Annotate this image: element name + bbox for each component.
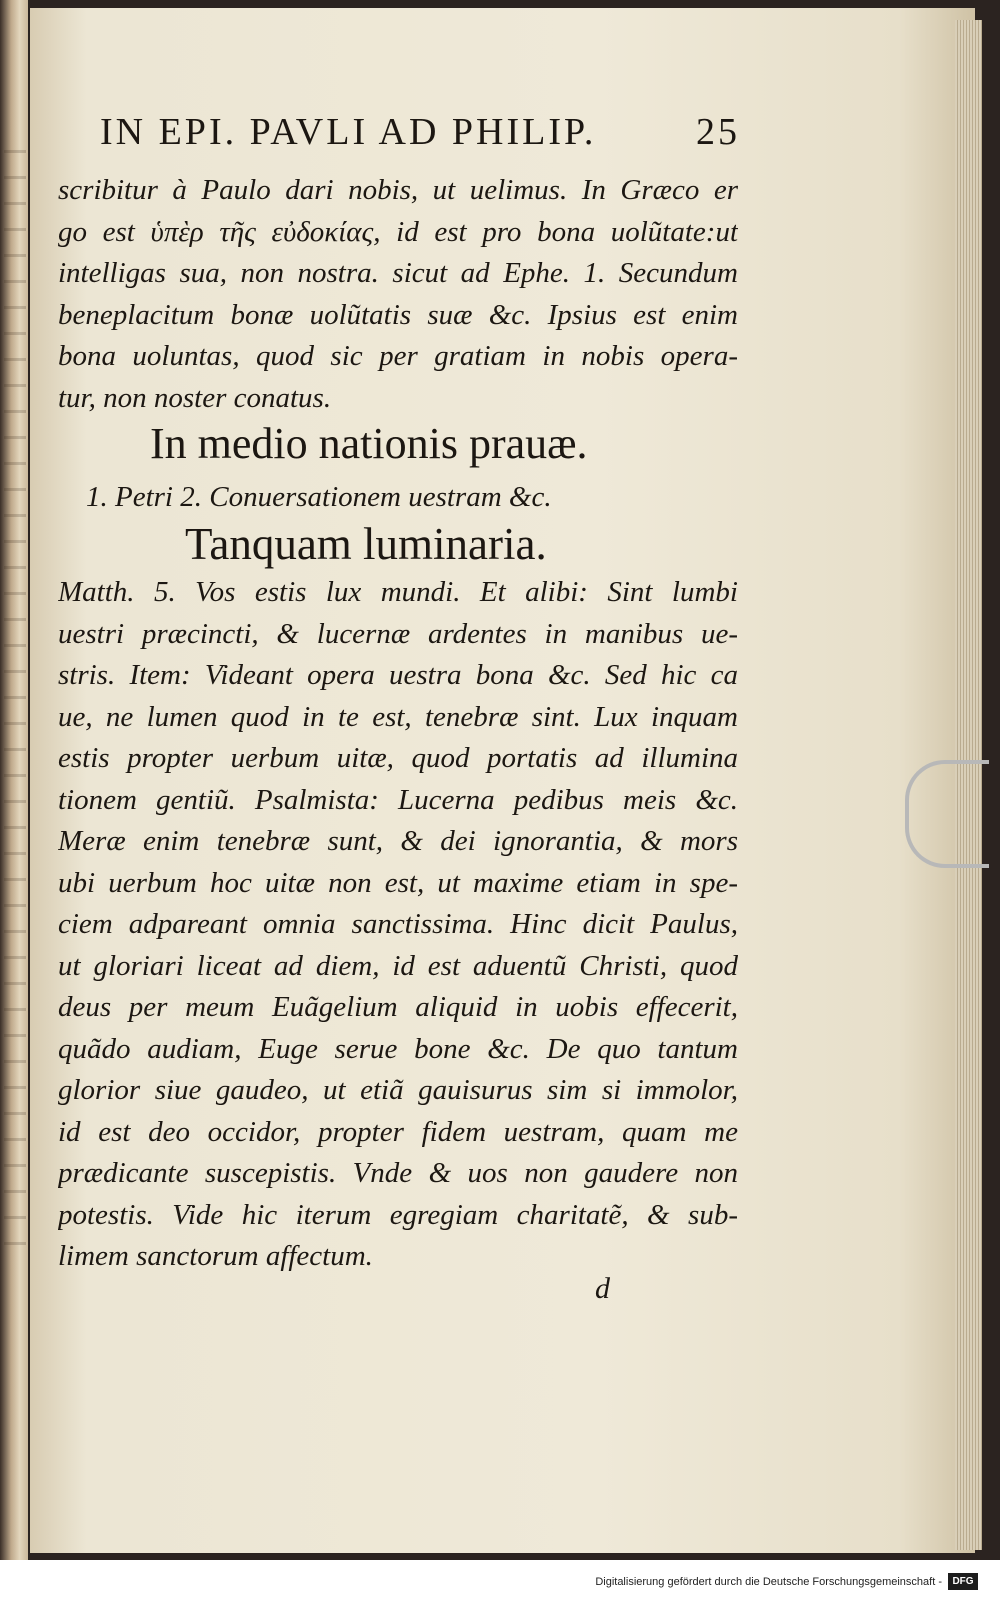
section-heading-1: In medio nationis prauæ. — [150, 419, 588, 468]
text-line: ubi uerbum hoc uitæ non est, ut maxime etiam in spe- — [58, 866, 738, 899]
text-line: go est ὑπὲρ τῆς εὐδοκίας, id est pro bona uolũtate:ut — [58, 215, 738, 248]
text-line: prædicante suscepistis. Vnde & uos non gaudere non — [58, 1157, 738, 1189]
text-line: stris. Item: Videant opera uestra bona &c. Sed hic ca — [58, 659, 738, 691]
text-line: quãdo audiam, Euge serue bone &c. De quo tantum — [58, 1032, 738, 1065]
text-line: tur, non noster conatus. — [58, 381, 332, 414]
text-line: Matth. 5. Vos estis lux mundi. Et alibi: Sint lumbi — [58, 576, 738, 608]
text-line: intelligas sua, non nostra. sicut ad Ephe. 1. Secundum — [58, 257, 738, 289]
paragraph-2 — [58, 572, 738, 1278]
section-heading-2: Tanquam luminaria. — [185, 519, 547, 569]
text-line: beneplacitum bonæ uolũtatis suæ &c. Ipsius est enim — [58, 298, 738, 331]
text-line: ciem adpareant omnia sanctissima. Hinc dicit Paulus, — [58, 908, 738, 940]
signature-mark: d — [595, 1272, 610, 1305]
text-line: potestis. Vide hic iterum egregiam charitatẽ, & sub- — [58, 1198, 738, 1231]
text-line: ut gloriari liceat ad diem, id est aduentũ Christi, quod — [58, 949, 738, 982]
text-line: deus per meum Euãgelium aliquid in uobis effecerit, — [58, 991, 738, 1023]
text-line: id est deo occidor, propter fidem uestram, quam me — [58, 1115, 738, 1148]
digitization-credit: Digitalisierung gefördert durch die Deutsche Forschungsgemeinschaft - — [595, 1576, 942, 1588]
facing-page-edge — [0, 0, 28, 1560]
text-line: ue, ne lumen quod in te est, tenebræ sint. Lux inquam — [58, 700, 738, 733]
text-line: bona uoluntas, quod sic per gratiam in nobis opera- — [58, 340, 738, 372]
text-line: limem sanctorum affectum. — [58, 1240, 373, 1272]
dfg-logo: DFG — [948, 1573, 978, 1590]
text-line: scribitur à Paulo dari nobis, ut uelimus. In Græco er — [58, 174, 738, 206]
text-line: tionem gentiũ. Psalmista: Lucerna pedibus meis &c. — [58, 783, 738, 816]
page-number: 25 — [696, 111, 740, 153]
running-head — [100, 110, 740, 160]
text-line: glorior siue gaudeo, ut etiã gauisurus sim si immolor, — [58, 1074, 738, 1106]
text-line: Meræ enim tenebræ sunt, & dei ignorantia, & mors — [58, 825, 738, 857]
text-line: estis propter uerbum uitæ, quod portatis ad illumina — [58, 742, 738, 774]
running-head-title: IN EPI. PAVLI AD PHILIP. — [100, 111, 597, 153]
paragraph-1 — [58, 170, 738, 419]
scripture-reference: 1. Petri 2. Conuersationem uestram &c. — [86, 481, 552, 513]
facing-page-text-fragments — [4, 150, 26, 1250]
page-clip — [905, 760, 989, 868]
text-line: uestri præcincti, & lucernæ ardentes in manibus ue- — [58, 617, 738, 650]
